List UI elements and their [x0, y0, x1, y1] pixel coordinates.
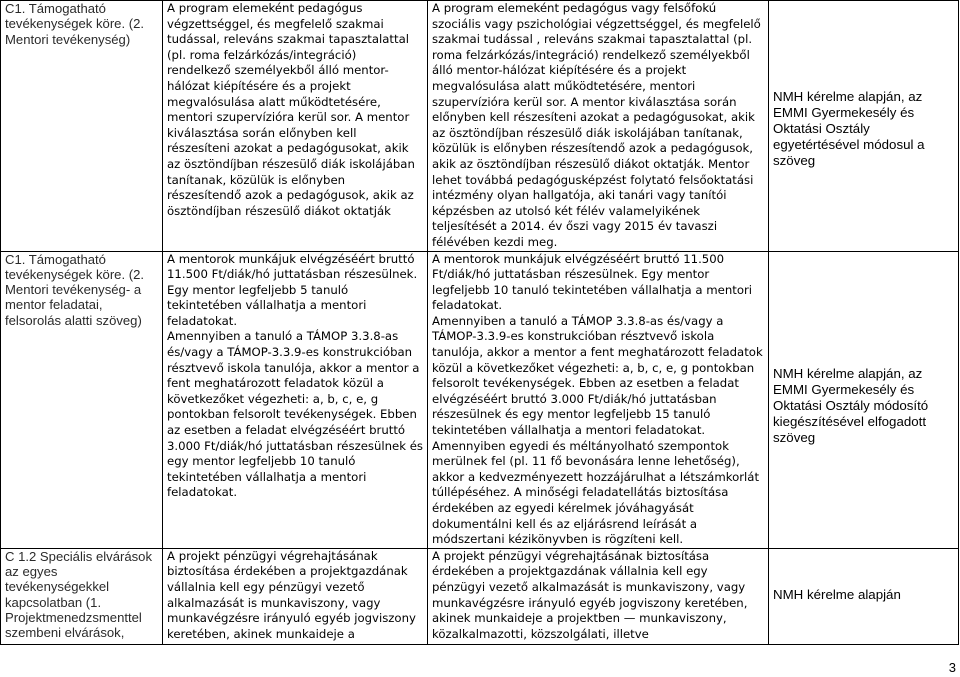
row2-change-location: C1. Támogatható tevékenységek köre. (2. Mentori tevékenység- a mentor feladatai, felsorolás alatti szöveg)	[5, 251, 145, 328]
row1-justification-cell	[769, 1, 959, 252]
row3-modified-text-p1: A projekt pénzügyi végrehajtásának biztosítása érdekében a projektgazdának vállalnia kell egy pénzügyi vezető alkalmazását is munkaviszony, vagy munkavégzésre irányuló egyéb jogviszony keretében, akinek munkaideje a projektben — munkaviszony, közalkalmazotti, közszolgálati, illetve	[432, 548, 748, 641]
row1-modified-text-p1: A program elemeként pedagógus vagy felsőfokú szociális vagy pszichológiai végzettséggel, és megfelelő szakmai tudással , releváns szakmai tapasztalattal (pl. roma felzárkózás/integráció) rendelkező személyekből álló mentor-hálózat kiépítésére és a projekt megvalósulása alatt működtetésére, mentori szupervízióra kerül sor. A mentor kiválasztása során előnyben kell részesíteni azokat a pedagógusokat, akik az ösztöndíjban részesülő diák iskolájában tanítanak, közülük is előnyben részesítendő azok a pedagógusok, akik az ösztöndíjban részesülő diákot oktatják. Mentor lehet továbbá pedagógusképzést folytató felsőoktatási intézmény olyan hallgatója, aki tanári vagy tanítói képzésben az utolsó két félév valamelyikének teljesítését a 2014. év őszi vagy 2015 év tavaszi félévében kezdi meg.	[432, 1, 761, 249]
row1-change-location: C1. Támogatható tevékenységek köre. (2. Mentori tevékenység)	[5, 1, 145, 47]
row2-modified-text-p3: Amennyiben egyedi és méltányolható szempontok merülnek fel (pl. 11 fő bevonására lenne lehetőség), akkor a kedvezményezett hozzájárulhat a létszámkorlát túllépéséhez. A minőségi feladatellátás biztosítása érdekében az egyedi kérelmek jóváhagyását dokumentálni kell és az eljárásrend leírását a módszertani kézikönyvben is rögzíteni kell.	[432, 438, 760, 547]
row3-justification-cell	[769, 548, 959, 644]
row2-original-text-cell	[163, 251, 428, 548]
row2-modified-text-cell	[428, 251, 769, 548]
row2-justification-cell	[769, 251, 959, 548]
row3-original-text-cell	[163, 548, 428, 644]
table-row	[1, 548, 959, 644]
row1-justification: NMH kérelme alapján, az EMMI Gyermekesély és Oktatási Osztály egyetértésével módosul a szöveg	[773, 89, 925, 169]
row2-modified-text-p2: Amennyiben a tanuló a TÁMOP 3.3.8-as és/vagy a TÁMOP-3.3.9-es konstrukcióban résztvevő iskola tanulója, akkor a mentor a fent meghatározott feladatok közül a következőket végezheti: a, b, c, e, g pontokban felsorolt tevékenységek. Ebben az esetben a feladat elvégzéséért bruttó 3.000 Ft/diák/hó juttatásban részesülnek és egy mentor legfeljebb 15 tanuló tekintetében vállalhatja a mentori feladatokat.	[432, 313, 763, 438]
row3-modified-text-cell	[428, 548, 769, 644]
row2-original-text-p2: Amennyiben a tanuló a TÁMOP 3.3.8-as és/vagy a TÁMOP-3.3.9-es konstrukcióban résztvevő iskola tanulója, akkor a mentor a fent meghatározott feladatok közül a következőket végezheti: a, b, c, e, g pontokban felsorolt tevékenységek. Ebben az esetben a feladat elvégzéséért bruttó 3.000 Ft/diák/hó juttatásban részesülnek és egy mentor legfeljebb 10 tanuló tekintetében vállalhatja a mentori feladatokat.	[167, 329, 424, 500]
table-row	[1, 1, 959, 252]
row2-justification: NMH kérelme alapján, az EMMI Gyermekesély és Oktatási Osztály módosító kiegészítésével elfogadott szöveg	[773, 365, 929, 445]
row1-original-text-p1: A program elemeként pedagógus végzettséggel, és megfelelő szakmai tudással, releváns szakmai tapasztalattal (pl. roma felzárkózás/integráció) rendelkező személyekből álló mentor-hálózat kiépítésére és a projekt megvalósulása alatt működtetésére, mentori szupervízióra kerül sor. A mentor kiválasztása során előnyben kell részesíteni azokat a pedagógusokat, akik az ösztöndíjban részesülő diák iskolájában tanítanak, közülük is előnyben részesítendő azok a pedagógusok, akik az ösztöndíjban részesülő diákot oktatják	[167, 1, 415, 218]
table-row	[1, 251, 959, 548]
row3-change-location: C 1.2 Speciális elvárások az egyes tevékenységekkel kapcsolatban (1. Projektmenedzsmenttel szembeni elvárások,	[5, 548, 153, 641]
row1-change-location-cell	[1, 1, 163, 252]
row2-change-location-cell	[1, 251, 163, 548]
row2-original-text-p1: A mentorok munkájuk elvégzéséért bruttó 11.500 Ft/diák/hó juttatásban részesülnek. Egy mentor legfeljebb 5 tanuló tekintetében vállalhatja a mentori feladatokat.	[167, 251, 418, 328]
row3-change-location-cell	[1, 548, 163, 644]
row1-modified-text-cell	[428, 1, 769, 252]
row3-justification: NMH kérelme alapján	[773, 586, 901, 602]
page-number: 3	[948, 660, 956, 675]
row3-original-text-p1: A projekt pénzügyi végrehajtásának biztosítása érdekében a projektgazdának vállalnia kell egy pénzügyi vezető alkalmazását is munkaviszony, vagy munkavégzésre irányuló egyéb jogviszony keretében, akinek munkaideje a	[167, 548, 416, 641]
row2-modified-text-p1: A mentorok munkájuk elvégzéséért bruttó 11.500 Ft/diák/hó juttatásban részesülnek. Egy mentor legfeljebb 10 tanuló tekintetében vállalhatja a mentori feladatokat.	[432, 251, 753, 313]
row1-original-text-cell	[163, 1, 428, 252]
